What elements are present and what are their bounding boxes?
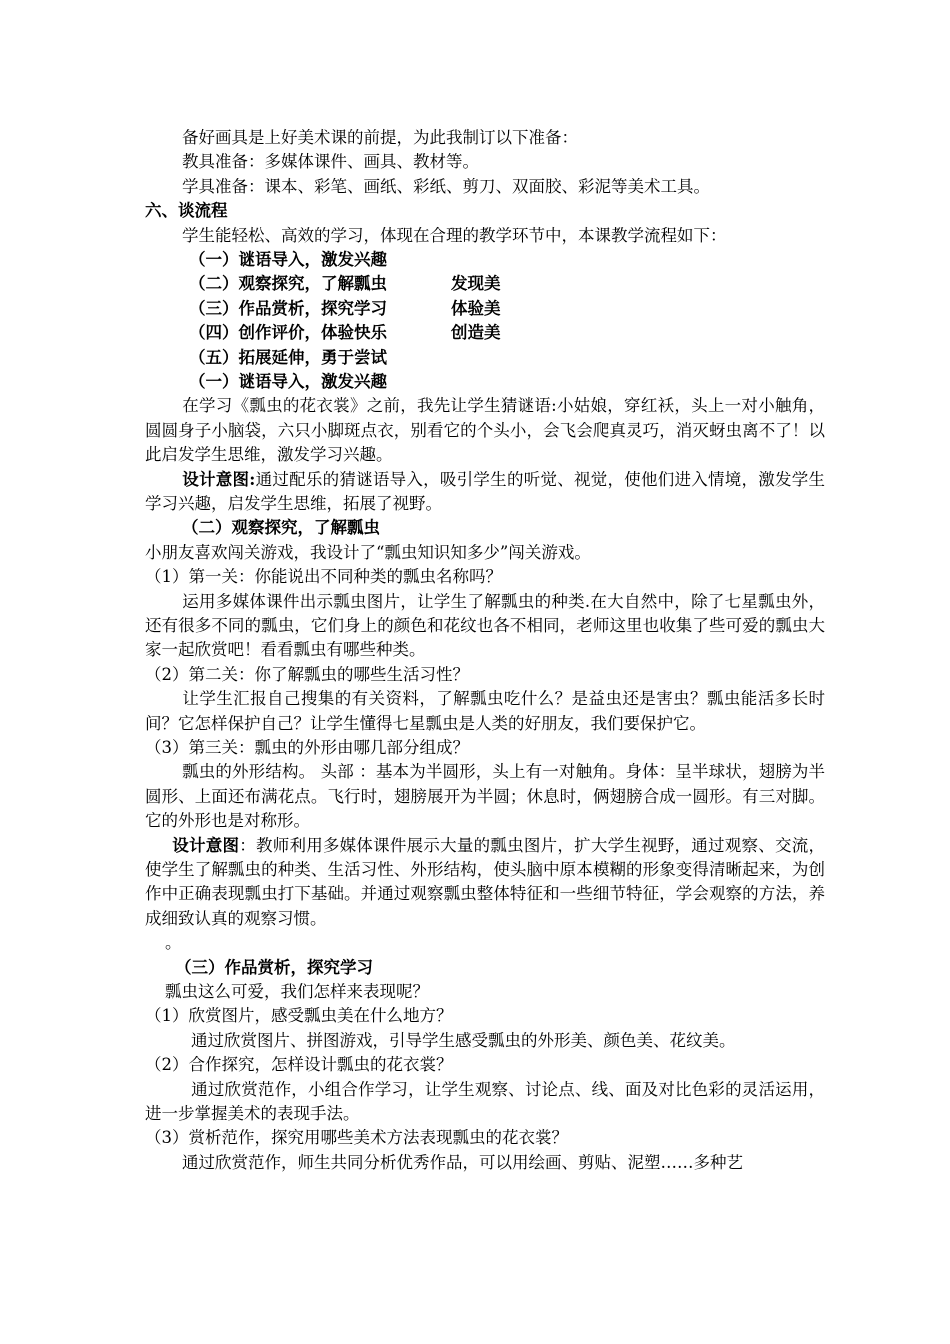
flow-step-2 xyxy=(145,272,825,296)
reflection-3: （3）赏析范作，探究用哪些美术方法表现瓢虫的花衣裳？ xyxy=(145,1128,568,1148)
question-2: （2）第二关：你了解瓢虫的哪些生活习性？ xyxy=(145,664,469,684)
flow-step-3 xyxy=(145,297,825,321)
flow-step-title: （三）作品赏析，探究学习 xyxy=(189,298,387,318)
question-3: （3）第三关：瓢虫的外形由哪几部分组成？ xyxy=(145,737,469,757)
question-1: （1）第一关：你能说出不同种类的瓢虫名称吗？ xyxy=(145,567,502,587)
flow-step-5 xyxy=(145,346,825,370)
reflection-1: （1）欣赏图片，感受瓢虫美在什么地方？ xyxy=(145,1006,453,1026)
flow-step-title: （五）拓展延伸，勇于尝试 xyxy=(189,347,387,367)
flow-intro: 学生能轻松、高效的学习，体现在合理的教学环节中，本课教学流程如下： xyxy=(182,225,727,245)
section-1-paragraph xyxy=(145,394,825,467)
flow-step-goal: 体验美 xyxy=(451,298,501,318)
document-page xyxy=(145,126,825,1175)
flow-step-title: （一）谜语导入，激发兴趣 xyxy=(189,249,387,269)
question-3-text: 瓢虫的外形结构。 头部 ：基本为半圆形，头上有一对触角。身体：呈半球状，翅膀为半圆形、上面还布满花点。飞行时，翅膀展开为半圆；休息时，俩翅膀合成一圆形。有三对脚。它的外形也是对称形。 xyxy=(145,762,825,831)
reflection-2: （2）合作探究，怎样设计瓢虫的花衣裳？ xyxy=(145,1055,453,1075)
section-2-intro: 小朋友喜欢闯关游戏，我设计了“瓢虫知识知多少”闯关游戏。 xyxy=(145,542,591,562)
section-1-intent xyxy=(145,468,825,517)
question-1-text: 运用多媒体课件出示瓢虫图片，让学生了解瓢虫的种类.在大自然中，除了七星瓢虫外，还有很多不同的瓢虫，它们身上的颜色和花纹也各不相同，老师这里也收集了些可爱的瓢虫大家一起欣赏吧！看看瓢虫有哪些种类。 xyxy=(145,591,825,660)
student-prep: 学具准备：课本、彩笔、画纸、彩纸、剪刀、双面胶、彩泥等美术工具。 xyxy=(182,176,710,196)
flow-step-1 xyxy=(145,248,825,272)
intent-label: 设计意图: xyxy=(182,469,256,489)
reflection-2-paragraph xyxy=(145,1078,825,1127)
flow-step-title: （四）创作评价，体验快乐 xyxy=(189,323,387,343)
flow-step-goal: 创造美 xyxy=(451,323,501,343)
reflection-3-text: 通过欣赏范作，师生共同分析优秀作品，可以用绘画、剪贴、泥塑……多种艺 xyxy=(182,1152,743,1172)
section-2-title: （二）观察探究，了解瓢虫 xyxy=(182,518,380,538)
section-1-title: （一）谜语导入，激发兴趣 xyxy=(189,371,387,391)
flow-step-title: （二）观察探究，了解瓢虫 xyxy=(189,274,387,294)
section-3-title: （三）作品赏析，探究学习 xyxy=(175,957,373,977)
question-3-paragraph xyxy=(145,760,825,833)
question-2-text: 让学生汇报自己搜集的有关资料，了解瓢虫吃什么？是益虫还是害虫？瓢虫能活多长时间？它怎样保护自己？让学生懂得七星瓢虫是人类的好朋友，我们要保护它。 xyxy=(145,689,825,733)
intent-text: ：教师利用多媒体课件展示大量的瓢虫图片，扩大学生视野，通过观察、交流，使学生了解瓢虫的种类、生活习性、外形结构，使头脑中原本模糊的形象变得清晰起来，为创作中正确表现瓢虫打下基础。并通过观察瓢虫整体特征和一些细节特征，学会观察的方法，养成细致认真的观察习惯。 xyxy=(145,835,826,928)
flow-step-4 xyxy=(145,321,825,345)
question-1-paragraph xyxy=(145,590,825,663)
section-1-text: 在学习《瓢虫的花衣裳》之前，我先让学生猜谜语:小姑娘，穿红袄，头上一对小触角，圆圆身子小脑袋，六只小脚斑点衣，别看它的个头小，会飞会爬真灵巧，消灭蚜虫离不了！以此启发学生思维，激发学习兴趣。 xyxy=(145,396,825,465)
reflection-2-text: 通过欣赏范作，小组合作学习，让学生观察、讨论点、线、面及对比色彩的灵活运用，进一步掌握美术的表现手法。 xyxy=(145,1079,825,1123)
stray-period: 。 xyxy=(165,933,182,953)
section-3-intro: 瓢虫这么可爱，我们怎样来表现呢？ xyxy=(165,981,429,1001)
reflection-1-text: 通过欣赏图片、拼图游戏，引导学生感受瓢虫的外形美、颜色美、花纹美。 xyxy=(191,1030,736,1050)
teacher-prep: 教具准备：多媒体课件、画具、教材等。 xyxy=(182,152,479,172)
question-2-paragraph xyxy=(145,687,825,736)
prep-intro: 备好画具是上好美术课的前提，为此我制订以下准备： xyxy=(182,128,578,147)
intent-label: 设计意图 xyxy=(172,835,240,855)
section-heading-6: 六、谈流程 xyxy=(145,201,228,221)
section-2-intent xyxy=(145,834,825,932)
flow-step-goal: 发现美 xyxy=(451,274,501,294)
intent-text: 通过配乐的猜谜语导入，吸引学生的听觉、视觉，使他们进入情境，激发学生学习兴趣，启发学生思维，拓展了视野。 xyxy=(145,469,826,513)
